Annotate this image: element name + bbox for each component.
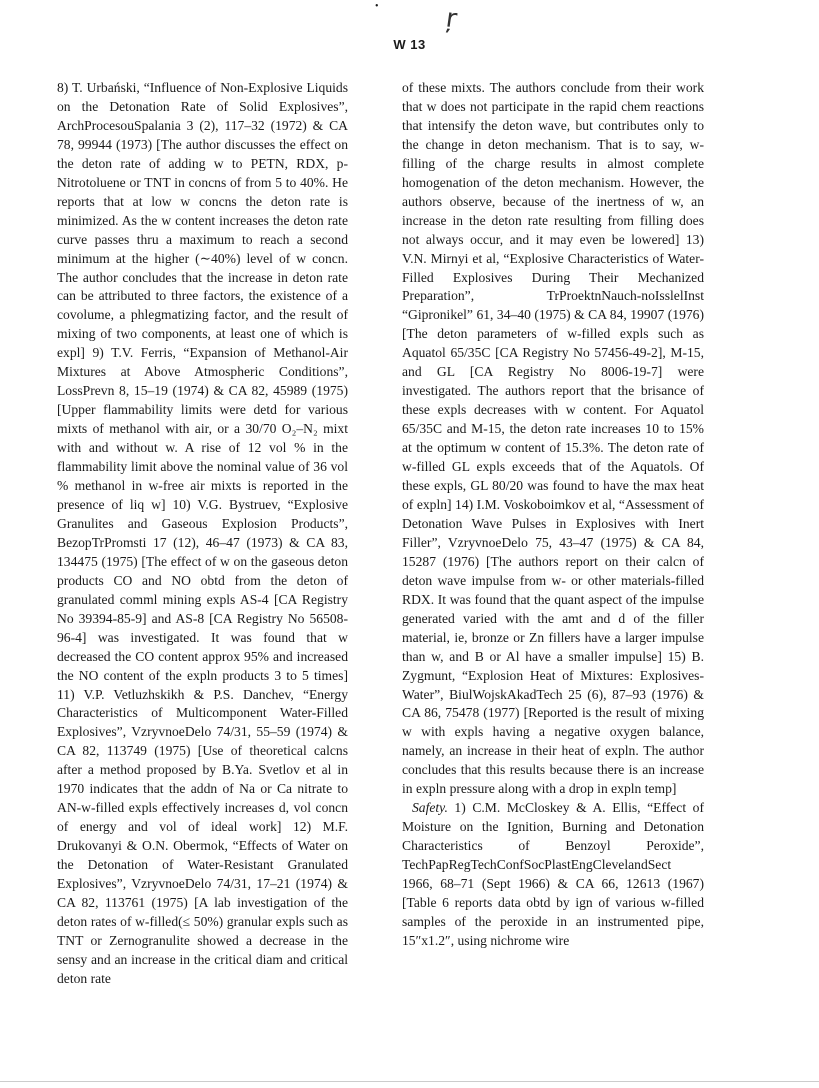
safety-text: 1) C.M. McCloskey & A. Ellis, “Effect of Moisture on the Ignition, Burning and Detonation Characteristics of Benzoyl Peroxide”, TechPapRegTechConfSocPlastEngClevelandSect 1966, 68–71 (Sept 1966) & CA 66, 12613 (1967) [Table 6 reports data obtd by ign of various w-filled samples of the peroxide in an instrumented pipe, 15″x1.2″, using nichrome wire: [402, 800, 704, 948]
scan-dot: •: [375, 1, 379, 12]
right-column: [402, 79, 704, 951]
page-bottom-rule: [0, 1081, 819, 1082]
left-column-text: 8) T. Urbański, “Influence of Non-Explosive Liquids on the Detonation Rate of Solid Explosives”, ArchProcesouSpalania 3 (2), 117–32 (1972) & CA 78, 99944 (1973) [The author discusses the effect on the deton rate of adding w to PETN, RDX, p-Nitrotoluene or TNT in concns of from 5 to 40%. He reports that at low w concns the deton rate is minimized. As the w content increases the deton rate curve passes thru a maximum to reach a second minimum at the higher (∼40%) level of w concn. The author concludes that the increase in deton rate can be attributed to three factors, the existence of a covolume, a phlegmatizing factor, and the result of mixing of two components, at least one of which is expl] 9) T.V. Ferris, “Expansion of Methanol-Air Mixtures at Above Atmospheric Conditions”, LossPrevn 8, 15–19 (1974) & CA 82, 45989 (1975) [Upper flammability limits were detd for various mixts of methanol with air, or a 30/70 O₂–N₂ mixt with and without w. A rise of 12 vol % in the flammability limit above the nominal value of 36 vol % methanol in w-free air mixts is reported in the presence of liq w] 10) V.G. Bystruev, “Explosive Granulites and Gaseous Explosion Products”, BezopTrPromsti 17 (12), 46–47 (1973) & CA 83, 134475 (1975) [The effect of w on the gaseous deton products CO and NO obtd from the deton of granulated comml mining expls AS-4 [CA Registry No 39394-85-9] and AS-8 [CA Registry No 56508-96-4] was investigated. It was found that w decreased the CO content approx 95% and increased the NO content of the expln products 3 to 5 times] 11) V.P. Vetluzhskikh & P.S. Danchev, “Energy Characteristics of Multicomponent Water-Filled Explosives”, VzryvnoeDelo 74/31, 55–59 (1974) & CA 82, 113749 (1975) [Use of theoretical calcns after a method proposed by B.Ya. Svetlov et al in 1970 indicates that the addn of Na or Ca nitrate to AN-w-filled expls effectively increases d, vol concn of energy and vol of ideal work] 12) M.F. Drukovanyi & O.N. Obermok, “Effects of Water on the Detonation of Water-Resistant Granulated Explosives”, VzryvnoeDelo 74/31, 17–21 (1974) & CA 82, 113761 (1975) [A lab investigation of the deton rates of w-filled(≤ 50%) granular expls such as TNT or Zernogranulite showed a decrease in the sensy and an increase in the critical diam and critical deton rate: [57, 80, 348, 986]
right-column-text: of these mixts. The authors conclude from their work that w does not participate in the rapid chem reactions that intensify the deton wave, but contributes only to the change in deton mechanism. That is to say, w-filling of the charge results in almost complete homogenation of the deton mechanism. However, the authors observe, because of the inertness of w, an increase in the deton rate resulting from filling does not always occur, and it may even be lowered] 13) V.N. Mirnyi et al, “Explosive Characteristics of Water-Filled Explosives During Their Mechanized Preparation”, TrProektnNauch-noIsslelInst “Gipronikel” 61, 34–40 (1975) & CA 84, 19907 (1976) [The deton parameters of w-filled expls such as Aquatol 65/35C [CA Registry No 57456-49-2], M-15, and GL [CA Registry No 8006-19-7] were investigated. The authors report that the brisance of these expls decreases with w content. For Aquatol 65/35C and M-15, the deton rate increases 10 to 15% at the optimum w content of 15.3%. The deton rate of w-filled GL expls exceeds that of the Aquatols. Of these expls, GL 80/20 was found to have the max heat of expln] 14) I.M. Voskoboimkov et al, “Assessment of Detonation Wave Pulses in Explosives with Inert Filler”, VzryvnoeDelo 75, 43–47 (1975) & CA 84, 15287 (1976) [The authors report on their calcn of deton wave impulse from w- or other materials-filled RDX. It was found that the quant aspect of the impulse generated varied with the amt and d of the filler material, ie, bronze or Zn fillers have a larger impulse than w, and B or Al have a smaller impulse] 15) B. Zygmunt, “Explosion Heat of Mixtures: Explosives-Water”, BiulWojskAkadTech 25 (6), 87–93 (1976) & CA 86, 75478 (1977) [Reported is the result of mixing w with expls having a negative oxygen balance, namely, an increase in their heat of expln. The author concludes that this results because there is an increase in expln pressure along with a drop in expln temp]: [402, 80, 704, 797]
page-header: W 13: [393, 37, 426, 52]
left-column: [57, 79, 348, 989]
handwritten-mark: ŗ: [443, 3, 459, 35]
safety-label: Safety.: [412, 800, 448, 816]
safety-paragraph: [402, 799, 704, 951]
